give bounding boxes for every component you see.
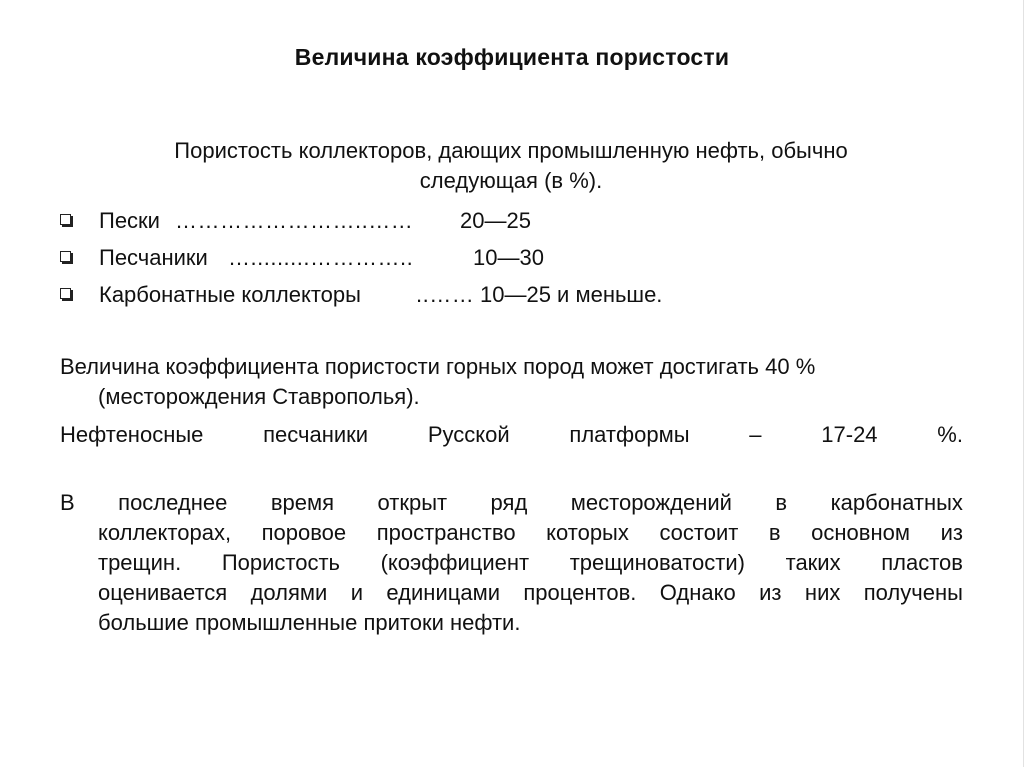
word: пространство — [376, 520, 516, 545]
russian-platform-paragraph — [60, 420, 963, 450]
paragraph-continuation — [60, 518, 963, 638]
word: которых — [546, 520, 629, 545]
word: в — [775, 490, 788, 515]
word: Однако — [659, 580, 736, 605]
word: открыт — [377, 490, 448, 515]
recent-deposits-paragraph — [60, 488, 963, 638]
list-item-value: 10—25 и меньше. — [480, 282, 663, 307]
paragraph-line — [98, 578, 963, 608]
checkbox-bullet-icon — [60, 288, 71, 299]
word: Пористость — [221, 550, 340, 575]
word: Русской — [427, 422, 510, 447]
checkbox-bullet-icon — [60, 251, 71, 262]
porosity-paragraph — [60, 352, 963, 412]
word: В — [60, 490, 75, 515]
word: последнее — [118, 490, 228, 515]
list-item-sandstones — [60, 239, 960, 276]
word: из — [940, 520, 963, 545]
word: Нефтеносные — [60, 422, 204, 447]
word: получены — [863, 580, 963, 605]
word: %. — [937, 422, 963, 447]
leader-dots: ..…… — [416, 282, 475, 307]
word: из — [759, 580, 782, 605]
paragraph-line: большие промышленные притоки нефти. — [98, 610, 521, 635]
word: трещин. — [98, 550, 182, 575]
intro-line-1: Пористость коллекторов, дающих промышленную нефть, обычно — [174, 138, 848, 163]
word: в — [768, 520, 781, 545]
paragraph-line: (месторождения Ставрополья). — [98, 384, 420, 409]
word: ряд — [490, 490, 528, 515]
word: коллекторах, — [98, 520, 232, 545]
word: основном — [811, 520, 910, 545]
word: – — [749, 422, 762, 447]
word: единицами — [386, 580, 500, 605]
intro-line-2: следующая (в %). — [419, 168, 603, 193]
list-item-value: 20—25 — [460, 208, 531, 233]
list-item-value: 10—30 — [473, 245, 544, 270]
word: и — [350, 580, 364, 605]
paragraph-line — [98, 518, 963, 548]
leader-dots: ….........………….. — [228, 245, 414, 270]
porosity-list — [60, 202, 960, 313]
word: (коэффициент — [380, 550, 530, 575]
word: трещиноватости) — [569, 550, 745, 575]
word: состоит — [659, 520, 739, 545]
word: долями — [250, 580, 328, 605]
word: месторождений — [570, 490, 732, 515]
list-item-label: Карбонатные коллекторы — [99, 282, 361, 307]
intro-text — [100, 136, 922, 196]
list-item-label: Песчаники — [99, 245, 208, 270]
word: время — [270, 490, 335, 515]
word: процентов. — [523, 580, 637, 605]
paragraph-line — [98, 548, 963, 578]
list-item-sands — [60, 202, 960, 239]
list-item-label: Пески — [99, 208, 160, 233]
leader-dots: ……………………..…… — [175, 208, 414, 233]
checkbox-bullet-icon — [60, 214, 71, 225]
word: платформы — [569, 422, 690, 447]
word: 17-24 — [821, 422, 878, 447]
word: таких — [785, 550, 841, 575]
word: пластов — [881, 550, 963, 575]
list-item-carbonate — [60, 276, 960, 313]
paragraph-line — [60, 488, 963, 518]
paragraph-line: Величина коэффициента пористости горных пород может достигать 40 % — [60, 354, 816, 379]
word: песчаники — [263, 422, 369, 447]
word: карбонатных — [830, 490, 963, 515]
word: оценивается — [98, 580, 228, 605]
word: поровое — [261, 520, 347, 545]
word: них — [804, 580, 841, 605]
slide-title: Величина коэффициента пористости — [294, 44, 730, 70]
